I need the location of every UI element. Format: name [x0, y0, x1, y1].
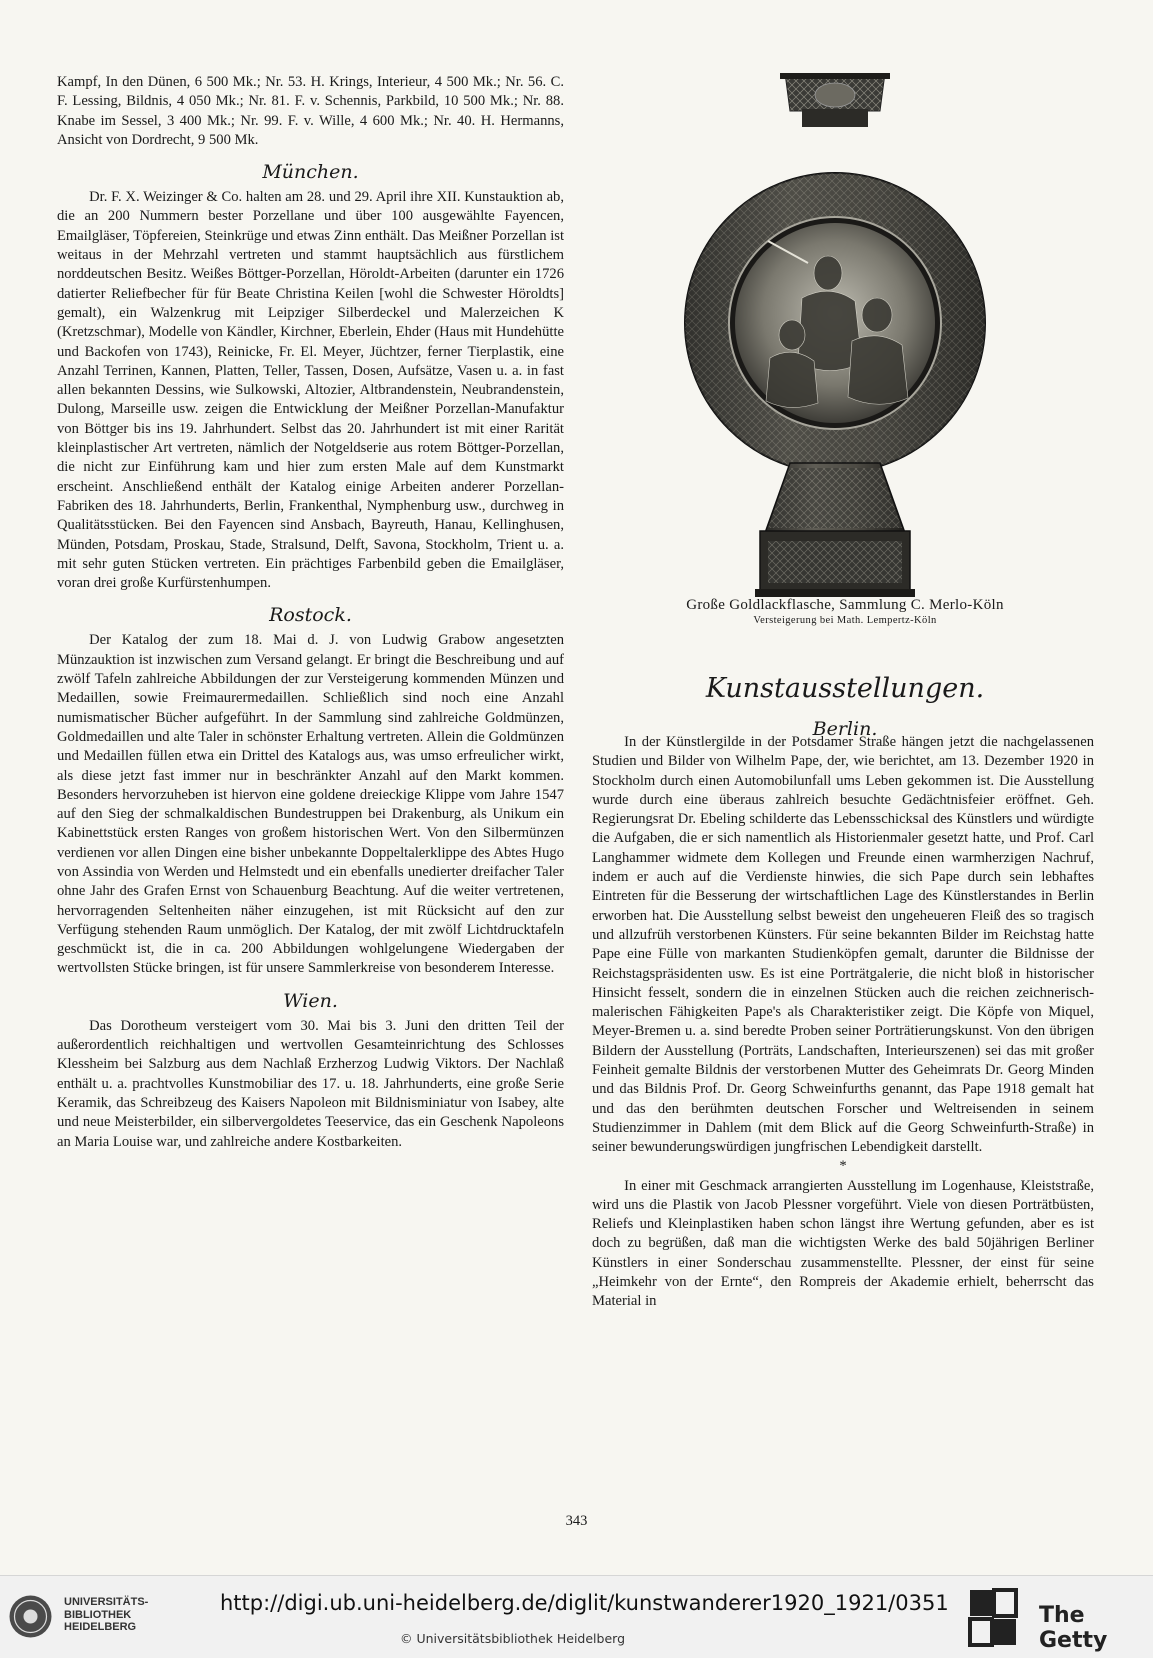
- university-name: UNIVERSITÄTS- BIBLIOTHEK HEIDELBERG: [64, 1596, 149, 1633]
- getty-logo-icon: [968, 1588, 1018, 1648]
- plessner-paragraph: In einer mit Geschmack arrangierten Ausstellung im Logenhause, Kleiststraße, wird uns die Plastik von Jacob Plessner vorgeführt. Viele von diesen Porträtbüsten, Reliefs und Kleinplastiken haben schon längst ihre Wertung gefunden, aber es ist doch zu begrüßen, daß man die wichtigsten Werke des bald 50jährigen Berliner Künstlers in einer Sonderschau zusammenstellte. Plessner, der einst für seine „Heimkehr von der Ernte“, den Rompreis der Akademie erhielt, beherrscht das Material in: [592, 1177, 1094, 1310]
- section-separator: *: [839, 1157, 847, 1174]
- figure-caption: [600, 596, 1090, 628]
- right-column: [592, 733, 1094, 1312]
- page-number: 343: [565, 1513, 588, 1529]
- rostock-paragraph: Der Katalog der zum 18. Mai d. J. von Ludwig Grabow angesetzten Münzauktion ist inzwischen zum Versand gelangt. Er bringt die Beschreibung und auf zwölf Tafeln zahlreiche Abbildungen der zur Versteigerung kommenden Münzen und Medaillen, sowie Freimaurermedaillen. Schließlich sind noch eine Anzahl numismatischer Bücher aufgeführt. In der Sammlung sind zahlreiche Goldmünzen, Goldmedaillen und alte Taler in schönster Erhaltung vertreten. Allein die Goldmünzen und Medaillen füllen etwa ein Drittel des Katalogs aus, was umso erfreulicher wirkt, als diese jetzt fast immer nur in beschränkter Anzahl auf den Markt kommen. Besonders hervorzuheben ist hiervon eine goldene dreieckige Klippe vom Jahre 1547 auf den Sieg der schmalkaldischen Bundestruppen bei Drakenburg, als Unikum ein Kabinettstück ersten Ranges von großem historischen Wert. Von den Silbermünzen verdienen vor allen Dingen eine bisher unbekannte Doppeltalerklippe des Abtes Hugo von Assindia von Werden und Helmstedt und ein ebenfalls unedierter dreifacher Taler ohne Jahr des Grafen Ernst von Schauenburg Beachtung. Auf die weiter vertretenen, hervorragenden Seltenheiten näher einzugehen, ist mit Rücksicht auf den zur Verfügung stehenden Raum unmöglich. Der Katalog, der mit zwölf Lichtdrucktafeln geschmückt ist, die in ca. 200 Abbildungen wohlgelungene Wiedergaben der wertvollsten Stücke bringen, ist für unsere Sammlerkreise von besonderem Interesse.: [57, 632, 564, 977]
- muenchen-paragraph: Dr. F. X. Weizinger & Co. halten am 28. und 29. April ihre XII. Kunstauktion ab, die an 200 Nummern bester Porzellane und über 100 ausgewählte Fayencen, Emailgläser, Töpfereien, Steinkrüge und etwas Zinn enthält. Das Meißner Porzellan ist weitaus in der Mehrzahl vertreten und stammt hauptsächlich aus fürstlichem norddeutschen Besitz. Weißes Böttger-Porzellan, Höroldt-Arbeiten (darunter ein 1726 datierter Reliefbecher für für Beate Christina Keilen [wohl die Schwester Höroldts] gemalt), ein Walzenkrug mit Leipziger Silberdeckel und Malerzeichen K (Kretzschmar), Modelle von Kändler, Kirchner, Eberlein, Ehder (Haus mit Hundehütte und Backofen von 1743), Reinicke, Fr. El. Meyer, Jüchtzer, ferner Tierplastik, eine Anzahl Terrinen, Kannen, Platten, Teller, Tassen, Dosen, Aufsätze, Vasen u. a. in fast allen bekannten Dessins, wie Sulkowski, Altozier, Altbrandenstein, Neubrandenstein, Dulong, Marseille usw. zeigen die Entwicklung der Meißner Porzellan-Manufaktur von Böttger bis ins 19. Jahrhundert. Selbst das 20. Jahrhundert ist mit einer Rarität kleinplastischer Art vertreten, nämlich der Notgeldserie aus rotem Böttger-Porzellan, die nicht zur Einführung kam und hier zum ersten Male auf dem Kunstmarkt erscheint. Anschließend enthält der Katalog einige Arbeiten anderer Porzellan-Fabriken des 18. Jahrhunderts, Berlin, Frankenthal, Nymphenburg usw., durchweg in Qualitätsstücken. Bei den Fayencen sind Ansbach, Bayreuth, Hanau, Kellinghusen, Münden, Potsdam, Proskau, Stade, Stralsund, Delft, Savona, Stockholm, Trient u. a. mit sehr guten Stücken vertreten. Ein prächtiges Farbenbild geben die Emailgläser, voran drei große Kurfürstenhumpen.: [57, 189, 564, 592]
- university-seal-icon: [8, 1594, 53, 1639]
- section-heading: Kunstausstellungen.: [705, 673, 985, 704]
- copyright-text: © Universitätsbibliothek Heidelberg: [400, 1631, 626, 1646]
- wien-paragraph: Das Dorotheum versteigert vom 30. Mai bis 3. Juni den dritten Teil der außerordentlich reichhaltigen und wertvollen Gesamteinrichtung des Schlosses Klessheim bei Salzburg aus dem Nachlaß Erzherzog Ludwig Viktors. Der Nachlaß enthält u. a. prachtvolles Kunstmobiliar des 17. u. 18. Jahrhunderts, eine große Serie Keramik, das Schreibzeug des Kaisers Napoleon mit Bildnisminiatur von Isabey, alte und neue Meisterbilder, ein silbervergoldetes Teeservice, das ein Geschenk Napoleons an Maria Louise war, und zahlreiche andere Kostbarkeiten.: [57, 1017, 564, 1150]
- berlin-heading: Berlin.: [812, 718, 878, 740]
- getty-name: The Getty: [1039, 1603, 1108, 1653]
- intro-paragraph: Kampf, In den Dünen, 6 500 Mk.; Nr. 53. H. Krings, Interieur, 4 500 Mk.; Nr. 56. C. F. Lessing, Bildnis, 4 050 Mk.; Nr. 81. F. v. Schennis, Parkbild, 10 500 Mk.; Nr. 88. Knabe im Sessel, 3 400 Mk.; Nr. 99. F. v. Wille, 4 600 Mk.; Nr. 40. H. Hermanns, Ansicht von Dordrecht, 9 500 Mk.: [57, 74, 564, 148]
- left-column: [57, 73, 564, 1152]
- source-url-link[interactable]: http://digi.ub.uni-heidelberg.de/diglit/kunstwanderer1920_1921/0351: [220, 1591, 949, 1615]
- vase-figure: [680, 73, 990, 598]
- caption-title: Große Goldlackflasche, Sammlung C. Merlo-Köln: [686, 597, 1004, 613]
- caption-credit: Versteigerung bei Math. Lempertz-Köln: [753, 615, 937, 626]
- rostock-heading: Rostock.: [269, 604, 352, 627]
- wien-heading: Wien.: [283, 989, 338, 1012]
- berlin-paragraph: In der Künstlergilde in der Potsdamer Straße hängen jetzt die nachgelassenen Studien und Bilder von Wilhelm Pape, der, wie berichtet, am 13. Dezember 1920 in Stockholm durch einen Automobilunfall ums Leben gekommen ist. Die Ausstellung wurde durch eine überaus zahlreich besuchte Gedächtnisfeier eröffnet. Geh. Regierungsrat Dr. Ebeling schilderte das Lebensschicksal des Künstlers und würdigte die Aufgaben, die er sich namentlich als Historienmaler gesetzt hatte, und Prof. Carl Langhammer widmete dem Kollegen und Freunde einen warmherzigen Nachruf, indem er auch auf die Verdienste hinwies, die sich Pape durch sein lebhaftes Eintreten für die Besserung der wirtschaftlichen Lage des Künstlerstandes in Berlin erworben hat. Die Ausstellung selbst beweist den ungeheueren Fleiß des so tragisch und allzufrüh verstorbenen Künsters. Für seine bekannten Bilder im Reichstag hatte Pape eine Fülle von markanten Studienköpfen gemalt, darunter die Bildnisse der Reichstagspräsidenten usw. Es ist eine Porträtgalerie, die nicht bloß in historischer Hinsicht fesselt, sondern die in einzelnen Stücken auch die reichen zeichnerisch-malerischen Fähigkeiten Pape's als Charakteristiker zeigt. Die Köpfe von Miquel, Meyer-Bremen u. a. sind beredte Proben seiner Porträtierungskunst. Von den übrigen Bildern der Ausstellung (Porträts, Landschaften, Interieurszenen) sei das mit großer Feinheit gemalte Bildnis der verstorbenen Mutter des Geheimrats Dr. Georg Minden und das Bildnis Prof. Dr. Georg Schweinfurths genannt, das Pape 1918 gemalt hat und das den berühmten deutschen Forscher und Weltreisenden in seinem Studienzimmer in Dahlem (mit dem Blick auf die Georg Schweinfurth-Straße) in seiner bewunderungswürdigen jungfrischen Lebendigkeit darstellt.: [592, 734, 1094, 1156]
- footer-bar: [0, 1575, 1153, 1658]
- muenchen-heading: München.: [262, 161, 359, 184]
